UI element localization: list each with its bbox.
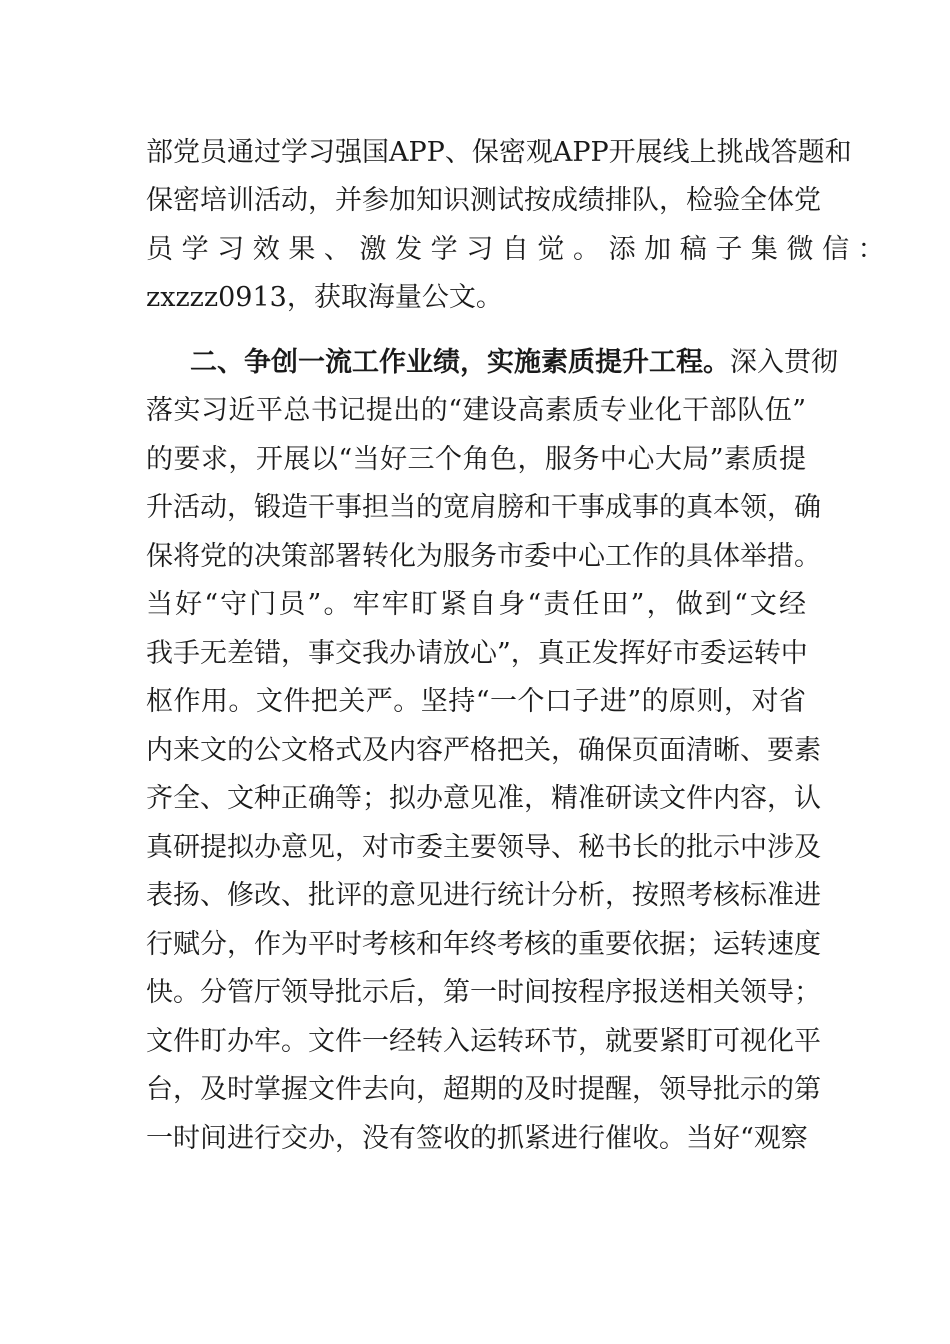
paragraph-2-line-2: 落实习近平总书记提出的“建设高素质专业化干部队伍” <box>146 395 806 426</box>
paragraph-2-line-5: 保将党的决策部署转化为服务市委中心工作的具体举措。 <box>146 541 821 572</box>
paragraph-2-line-11: 真研提拟办意见，对市委主要领导、秘书长的批示中涉及 <box>146 832 821 863</box>
paragraph-2-line-15: 文件盯办牢。文件一经转入运转环节，就要紧盯可视化平 <box>146 1026 821 1057</box>
section-heading: 二、争创一流工作业绩，实施素质提升工程。 <box>190 347 730 378</box>
paragraph-2-line-10: 齐全、文种正确等；拟办意见准，精准研读文件内容，认 <box>146 783 821 814</box>
paragraph-2-line-9: 内来文的公文格式及内容严格把关，确保页面清晰、要素 <box>146 735 821 766</box>
paragraph-2-line-13: 行赋分，作为平时考核和年终考核的重要依据；运转速度 <box>146 929 821 960</box>
paragraph-2-line-16: 台，及时掌握文件去向，超期的及时提醒，领导批示的第 <box>146 1074 821 1105</box>
paragraph-2-line-3: 的要求，开展以“当好三个角色，服务中心大局”素质提 <box>146 444 806 475</box>
paragraph-2-line-6: 当好“守门员”。牢牢盯紧自身“责任田”，做到“文经 <box>146 589 806 620</box>
paragraph-2-line-14: 快。分管厅领导批示后，第一时间按程序报送相关领导； <box>146 977 821 1008</box>
paragraph-2-line-8: 枢作用。文件把关严。坚持“一个口子进”的原则，对省 <box>146 686 806 717</box>
paragraph-1-line-3: 员 学 习 效 果 、 激 发 学 习 自 觉 。 添 加 稿 子 集 微 信 ： <box>146 234 885 265</box>
paragraph-2-first-line-rest: 深入贯彻 <box>730 347 838 378</box>
paragraph-1-line-1: 部党员通过学习强国APP、保密观APP开展线上挑战答题和 <box>146 137 852 168</box>
paragraph-1-line-4: zxzzz0913，获取海量公文。 <box>146 282 503 313</box>
paragraph-2-line-4: 升活动，锻造干事担当的宽肩膀和干事成事的真本领，确 <box>146 492 821 523</box>
paragraph-1-line-2: 保密培训活动，并参加知识测试按成绩排队，检验全体党 <box>146 185 821 216</box>
paragraph-2-first-line <box>190 346 838 380</box>
paragraph-2-line-12: 表扬、修改、批评的意见进行统计分析，按照考核标准进 <box>146 880 821 911</box>
paragraph-2-line-7: 我手无差错，事交我办请放心”，真正发挥好市委运转中 <box>146 638 808 669</box>
paragraph-2-line-17: 一时间进行交办，没有签收的抓紧进行催收。当好“观察 <box>146 1123 808 1154</box>
